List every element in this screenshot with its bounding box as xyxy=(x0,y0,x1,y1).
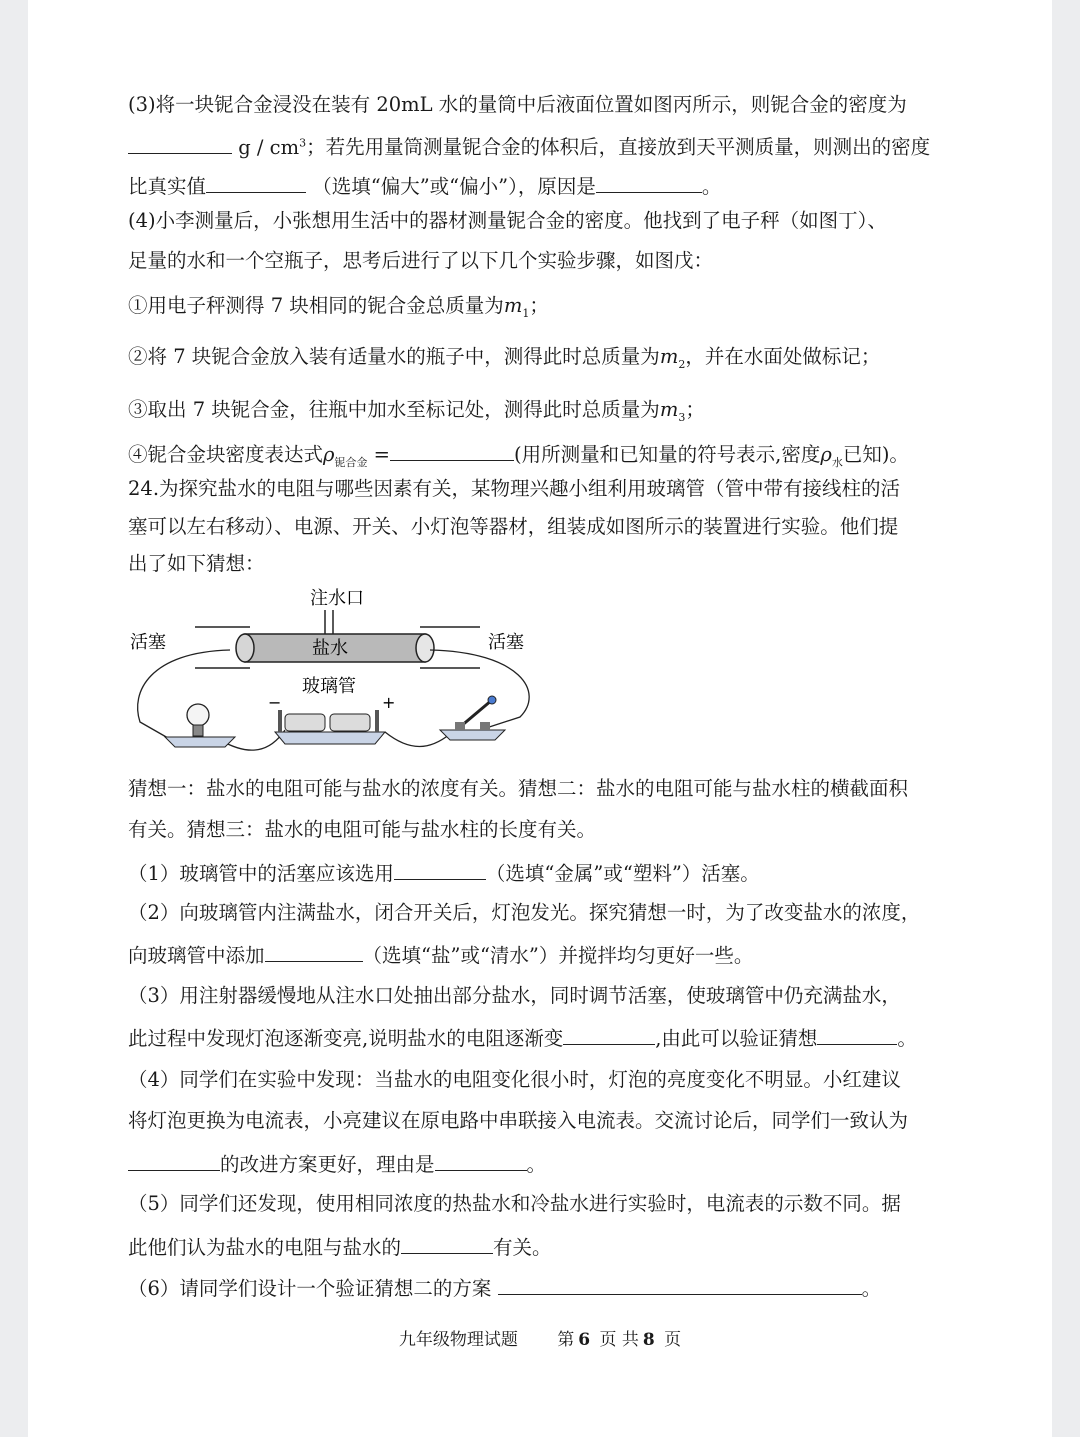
q24-guess-line1: 猜想一：盐水的电阻可能与盐水的浓度有关。猜想二：盐水的电阻可能与盐水柱的横截面积 xyxy=(128,777,909,800)
q24-s2-line1: （2）向玻璃管内注满盐水，闭合开关后，灯泡发光。探究猜想一时，为了改变盐水的浓度， xyxy=(128,901,921,924)
density-unit: g / $cm^3$ xyxy=(238,135,307,159)
page-number: 6 xyxy=(578,1330,591,1350)
saltwater-circuit-diagram xyxy=(120,582,550,762)
right-piston xyxy=(416,634,434,662)
q24-s4-line1: （4）同学们在实验中发现：当盐水的电阻变化很小时，灯泡的亮度变化不明显。小红建议 xyxy=(128,1068,901,1091)
answer-blank[interactable] xyxy=(265,941,363,962)
q24-s4-line3: 的改进方案更好，理由是 。 xyxy=(128,1150,546,1178)
q23-step4: ④铌合金块密度表达式$\rho_{铌合金}$ = (用所测量和已知量的符号表示,密度$\rho_水$已知)。 xyxy=(128,440,909,476)
saltwater-label: 盐水 xyxy=(312,638,348,659)
left-piston-label: 活塞 xyxy=(130,632,166,653)
answer-blank[interactable] xyxy=(563,1024,655,1045)
battery-icon xyxy=(268,693,395,744)
q23-step1: ①用电子秤测得 7 块相同的铌合金总质量为$m_1$； xyxy=(128,294,549,320)
wire xyxy=(385,732,450,747)
q23-p3-line1: (3)将一块铌合金浸没在装有 20mL 水的量筒中后液面位置如图丙所示，则铌合金的密度为 xyxy=(128,93,907,116)
answer-blank[interactable] xyxy=(596,172,702,193)
answer-blank[interactable] xyxy=(128,133,232,154)
answer-blank[interactable] xyxy=(206,172,306,193)
svg-text:−: − xyxy=(268,693,282,712)
left-piston xyxy=(236,634,254,662)
q24-s5-line1: （5）同学们还发现，使用相同浓度的热盐水和冷盐水进行实验时，电流表的示数不同。据 xyxy=(128,1192,901,1215)
q23-p3-line3: 比真实值 （选填“偏大”或“偏小”），原因是 。 xyxy=(128,172,721,200)
answer-blank[interactable] xyxy=(817,1024,897,1045)
wire xyxy=(138,650,230,742)
q24-guess-line2: 有关。猜想三：盐水的电阻可能与盐水柱的长度有关。 xyxy=(128,818,597,841)
svg-text:+: + xyxy=(382,693,396,712)
inlet-label: 注水口 xyxy=(310,588,364,609)
answer-blank[interactable] xyxy=(128,1150,220,1171)
page-footer: 九年级物理试题 第 6 页 共 8 页 xyxy=(398,1330,682,1350)
answer-blank[interactable] xyxy=(498,1274,862,1295)
switch-icon xyxy=(440,696,505,740)
q24-intro-line1: 24.为探究盐水的电阻与哪些因素有关，某物理兴趣小组利用玻璃管（管中带有接线柱的活 xyxy=(128,477,901,500)
answer-blank[interactable] xyxy=(401,1233,493,1254)
q23-step3: ③取出 7 块铌合金，往瓶中加水至标记处，测得此时总质量为$m_3$； xyxy=(128,398,705,424)
q24-intro-line2: 塞可以左右移动）、电源、开关、小灯泡等器材，组装成如图所示的装置进行实验。他们提 xyxy=(128,515,899,538)
q24-s6: （6）请同学们设计一个验证猜想二的方案 。 xyxy=(128,1274,881,1302)
lamp-icon xyxy=(165,704,235,747)
answer-blank[interactable] xyxy=(390,440,514,461)
q24-s5-line2: 此他们认为盐水的电阻与盐水的 有关。 xyxy=(128,1233,552,1261)
q24-s4-line2: 将灯泡更换为电流表，小亮建议在原电路中串联接入电流表。交流讨论后，同学们一致认为 xyxy=(128,1109,909,1132)
answer-blank[interactable] xyxy=(435,1150,527,1171)
wire xyxy=(430,650,529,730)
q24-intro-line3: 出了如下猜想： xyxy=(128,552,265,575)
q23-p3-line2: g / $cm^3$；若先用量筒测量铌合金的体积后，直接放到天平测质量，则测出的密度 xyxy=(128,130,930,161)
q23-step2: ②将 7 块铌合金放入装有适量水的瓶子中，测得此时总质量为$m_2$，并在水面处做标记； xyxy=(128,345,881,371)
q24-s1: （1）玻璃管中的活塞应该选用 （选填“金属”或“塑料”）活塞。 xyxy=(128,859,760,887)
q24-s2-line2: 向玻璃管中添加 （选填“盐”或“清水”）并搅拌均匀更好一些。 xyxy=(128,941,753,969)
tube-label: 玻璃管 xyxy=(302,676,356,697)
q24-s3-line1: （3）用注射器缓慢地从注水口处抽出部分盐水，同时调节活塞，使玻璃管中仍充满盐水， xyxy=(128,984,901,1007)
page-total: 8 xyxy=(642,1330,655,1350)
answer-blank[interactable] xyxy=(394,859,486,880)
q24-s3-line2: 此过程中发现灯泡逐渐变亮,说明盐水的电阻逐渐变 ,由此可以验证猜想 。 xyxy=(128,1024,917,1052)
q23-p4-line2: 足量的水和一个空瓶子，思考后进行了以下几个实验步骤，如图戊： xyxy=(128,249,714,272)
q23-p4-line1: (4)小李测量后，小张想用生活中的器材测量铌合金的密度。他找到了电子秤（如图丁）、 xyxy=(128,209,887,232)
footer-subject: 九年级物理试题 xyxy=(398,1330,518,1350)
right-piston-label: 活塞 xyxy=(488,632,524,653)
